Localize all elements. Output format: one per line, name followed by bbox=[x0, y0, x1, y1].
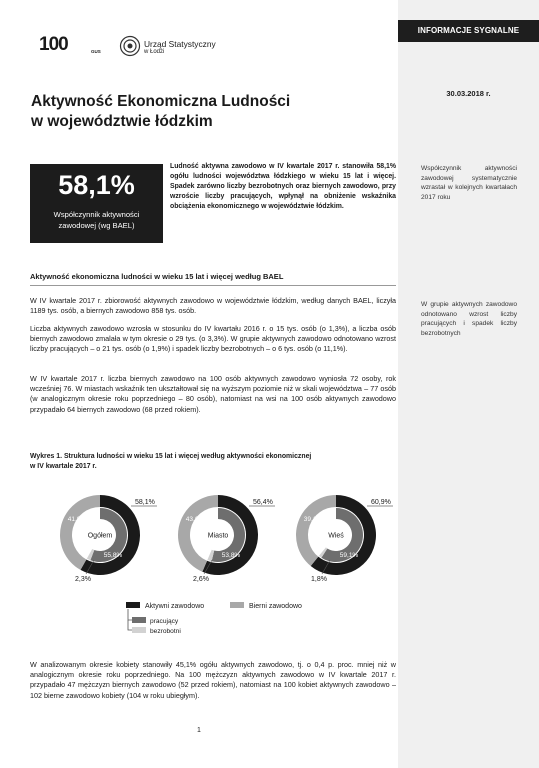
paragraph-2: Liczba aktywnych zawodowo wzrosła w stosunku do IV kwartału 2016 r. o 15 tys. osób (o 1,3%), a liczba osób biernych zawodowo zmalała w tym okresie o 29 tys. (o 3,3%). W grupie aktywnych zawodowo odnotowano wzrost liczby pracujących – o 21 tys. osób (o 1,9%) i spadek liczby bezrobotnych – o 6 tys. osób (o 11,1%). bbox=[30, 324, 396, 354]
legend-label-inactive: Bierni zawodowo bbox=[249, 603, 302, 610]
legend-connector-unemployed bbox=[128, 620, 132, 630]
chart-title-line-2: w IV kwartale 2017 r. bbox=[30, 462, 97, 470]
donut-center-label: Wieś bbox=[328, 532, 344, 540]
side-note-1: Współczynnik aktywności zawodowej systematycznie wzrastał w kolejnych kwartałach 2017 roku bbox=[421, 165, 517, 201]
paragraph-4: W analizowanym okresie kobiety stanowiły 45,1% ogółu aktywnych zawodowo, tj. o 0,4 p. proc. mniej niż w analogicznym okresie roku poprzedniego. Na 100 mężczyzn aktywnych zawodowo w IV kwartale 2017 r. przypadało 47 mężczyzn biernych zawodowo (52 przed rokiem), natomiast na 100 kobiet aktywnych zawodowo – 102 bierne zawodowo kobiety (104 w roku ubiegłym). bbox=[30, 660, 396, 700]
label-active: 60,9% bbox=[371, 499, 391, 506]
info-badge: INFORMACJE SYGNALNE bbox=[398, 20, 539, 42]
legend-swatch-inactive bbox=[230, 602, 244, 608]
sidebar-panel bbox=[398, 0, 539, 768]
donut-center-label: Ogółem bbox=[87, 532, 113, 540]
label-unemployed: 2,6% bbox=[193, 576, 209, 583]
legend-swatch-active bbox=[126, 602, 140, 608]
chart-title-line-1: Wykres 1. Struktura ludności w wieku 15 lat i więcej według aktywności ekonomicznej bbox=[30, 453, 312, 460]
section-heading: Aktywność ekonomiczna ludności w wieku 15 lat i więcej według BAEL bbox=[30, 272, 284, 281]
label-inactive: 43,6% bbox=[185, 516, 205, 523]
logo-subtitle: w Łodzi bbox=[144, 49, 165, 55]
logo bbox=[39, 32, 219, 62]
page-number: 1 bbox=[197, 727, 201, 734]
logo-gus: GUS bbox=[91, 49, 101, 54]
chart-title bbox=[30, 452, 360, 471]
lead-paragraph: Ludność aktywna zawodowo w IV kwartale 2017 r. stanowiła 58,1% ogółu ludności województwa łódzkiego w wieku 15 lat i więcej. Spadek zarówno liczby bezrobotnych oraz biernych zawodowo, przy wzroście liczby pracujących, wpłynął na obniżenie wskaźnika obciążenia ekonomicznego w województwie łódzkim. bbox=[170, 163, 396, 210]
label-unemployed: 1,8% bbox=[311, 576, 327, 583]
title-line-1: Aktywność Ekonomiczna Ludności bbox=[31, 93, 291, 110]
page-title bbox=[31, 92, 361, 132]
kpi-label: Współczynnik aktywności zawodowej (wg BAEL) bbox=[53, 210, 140, 230]
side-note-2: W grupie aktywnych zawodowo odnotowano wzrost liczby pracujących i spadek liczby bezrobotnych bbox=[421, 301, 517, 337]
stat-office-emblem-icon bbox=[119, 35, 141, 57]
activity-donut-charts bbox=[30, 480, 396, 640]
paragraph-1: W IV kwartale 2017 r. zbiorowość aktywnych zawodowo w województwie łódzkim, według danych BAEL, liczyła 1189 tys. osób, a biernych zawodowo 858 tys. osób. bbox=[30, 296, 396, 316]
label-unemployed: 2,3% bbox=[75, 576, 91, 583]
label-employed: 53,8% bbox=[221, 552, 241, 559]
paragraph-3: W IV kwartale 2017 r. liczba biernych zawodowo na 100 osób aktywnych zawodowo wyniosła 72 osoby, rok wcześniej 76. W miastach wskaźnik ten ukształtował się na wyższym poziomie niż w skali województwa – 77 osób (w analogicznym okresie roku poprzedniego – 80 osób), natomiast na wsi na 100 osób aktywnych zawodowo przypadało 64 biernych zawodowo (68 przed rokiem). bbox=[30, 374, 396, 414]
legend-label-unemployed: bezrobotni bbox=[150, 628, 181, 635]
label-employed: 59,1% bbox=[339, 552, 359, 559]
label-inactive: 39,1% bbox=[303, 516, 323, 523]
label-employed: 55,8% bbox=[103, 552, 123, 559]
label-active: 58,1% bbox=[135, 499, 155, 506]
logo-title: Urząd Statystyczny bbox=[144, 39, 216, 49]
title-line-2: w województwie łódzkim bbox=[31, 113, 213, 130]
kpi-box bbox=[30, 164, 163, 243]
legend-label-active: Aktywni zawodowo bbox=[145, 603, 205, 610]
legend-swatch-unemployed bbox=[132, 627, 146, 633]
legend-swatch-employed bbox=[132, 617, 146, 623]
logo-number: 100 bbox=[39, 34, 68, 55]
publication-date: 30.03.2018 r. bbox=[446, 89, 491, 98]
kpi-value: 58,1% bbox=[58, 170, 135, 200]
label-active: 56,4% bbox=[253, 499, 273, 506]
legend-connector-employed bbox=[128, 609, 132, 620]
label-inactive: 41,9% bbox=[67, 516, 87, 523]
section-divider bbox=[30, 285, 396, 286]
legend-label-employed: pracujący bbox=[150, 618, 179, 625]
donut-center-label: Miasto bbox=[207, 532, 229, 540]
